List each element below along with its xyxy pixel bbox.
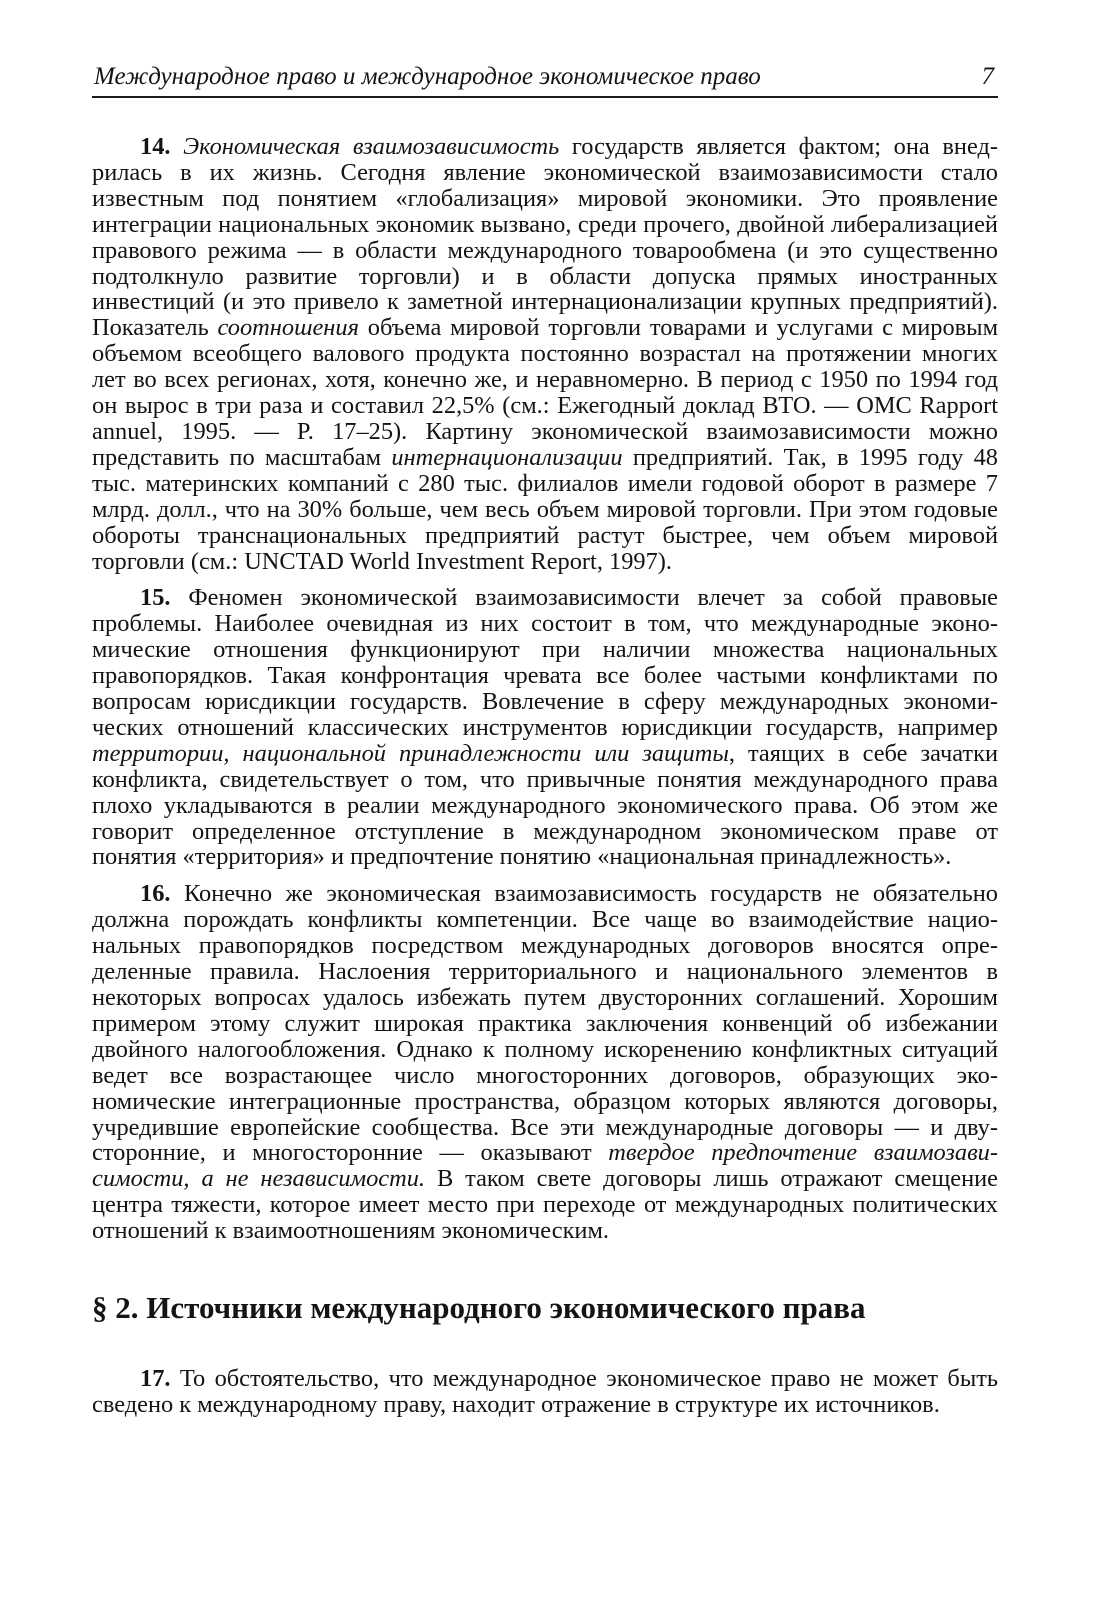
paragraph-text <box>171 133 184 160</box>
paragraph-text: предприятий. Так, в 1995 году 48 тыс. материнских компаний с 280 тыс. филиалов имели годовой оборот в размере 7 млрд. долл., что на 30% больше, чем весь объем мировой торговли. При этом годовые обороты транснациональных предприятий растут быстрее, чем объем мировой торговли (см.: UNCTAD World Investment Report, 1997). <box>92 443 998 575</box>
page-number: 7 <box>981 63 994 90</box>
book-page <box>92 62 998 1418</box>
paragraph-text: Конечно же экономическая взаимозависимость государств не обязательно должна порождать конфликты компетенции. Все чаще во взаимодействие национальных правопорядков посредством международных договоров вносятся определенные правила. Наслоения территориального и национального элементов в некоторых вопросах удалось избежать путем двусторонних соглашений. Хорошим примером этому служит широкая практика заключения конвенций об избежании двойного налогообложения. Однако к полному искоренению конфликтных ситуаций ведет все возрастающее число многосторонних договоров, образующих экономические интеграционные пространства, образцом которых являются договоры, учредившие европейские сообщества. Все эти международные договоры — и двусторонние, и многосторонние — оказывают <box>92 880 998 1167</box>
running-title: Международное право и международное экономическое право <box>94 63 761 90</box>
paragraph-number: 14. <box>140 133 171 160</box>
paragraph-16 <box>92 881 998 1244</box>
paragraph-number: 17. <box>140 1365 171 1393</box>
paragraph-number: 16. <box>140 880 171 908</box>
paragraph-text: Феномен экономической взаимозависимости влечет за собой правовые проблемы. Наиболее очевидная из них состоит в том, что международные экономические отношения функционируют при наличии множества национальных правопорядков. Такая конфронтация чревата все более частыми конфликтами по вопросам юрисдикции государств. Вовлечение в сферу международных экономических отношений классических инструментов юрисдикции государств, например <box>92 584 998 741</box>
section-heading: § 2. Источники международного экономического права <box>92 1290 866 1326</box>
emphasis-text: интернационализации <box>391 443 623 471</box>
header-rule <box>92 96 998 98</box>
paragraph-14 <box>92 134 998 574</box>
emphasis-text: Экономическая взаимозависимость <box>183 133 560 160</box>
paragraph-15 <box>92 585 998 870</box>
paragraph-text: То обстоятельство, что международное экономическое право не может быть сведено к международному праву, находит отражение в структуре их источников. <box>92 1365 998 1418</box>
paragraph-text: объема мировой торговли товарами и услугами с мировым объемом всеобщего валового продукта постоянно возрастал на протяжении многих лет во всех регионах, хотя, конечно же, и неравномерно. В период с 1950 по 1994 год он вырос в три раза и составил 22,5% (см.: Ежегодный доклад ВТО. — OMC Rapport annuel, 1995. — P. 17–25). Картину экономической взаимозависимости можно представить по масштабам <box>92 314 999 471</box>
emphasis-text: территории, национальной принадлежности или защиты <box>92 739 729 767</box>
paragraph-17 <box>92 1366 998 1418</box>
paragraph-number: 15. <box>140 584 171 612</box>
paragraph-text: государств является фактом; она внедрилась в их жизнь. Сегодня явление экономической взаимозависимости стало известным под понятием «глобализация» мировой экономики. Это проявление интеграции национальных экономик вызвано, среди прочего, двойной либерализацией правового режима — в области международного товарообмена (и это существенно подтолкнуло развитие торговли) и в области допуска прямых иностранных инвестиций (и это привело к заметной интернационализации крупных предприятий). Показатель <box>92 133 998 342</box>
paragraph-text: , таящих в себе зачатки конфликта, свидетельствует о том, что привычные понятия международного права плохо укладываются в реалии международного экономического права. Об этом же говорит определенное отступление в международном экономическом праве от понятия «территория» и предпочтение понятию «национальная принадлежность». <box>92 739 998 871</box>
emphasis-text: соотношения <box>217 314 359 342</box>
paragraph-text: В таком свете договоры лишь отражают смещение центра тяжести, которое имеет место при переходе от международных политических отношений к взаимоотношениям экономическим. <box>92 1165 999 1245</box>
running-header <box>92 62 998 96</box>
emphasis-text: твердое предпочтение взаимозависимости, а не независимости. <box>92 1139 999 1193</box>
